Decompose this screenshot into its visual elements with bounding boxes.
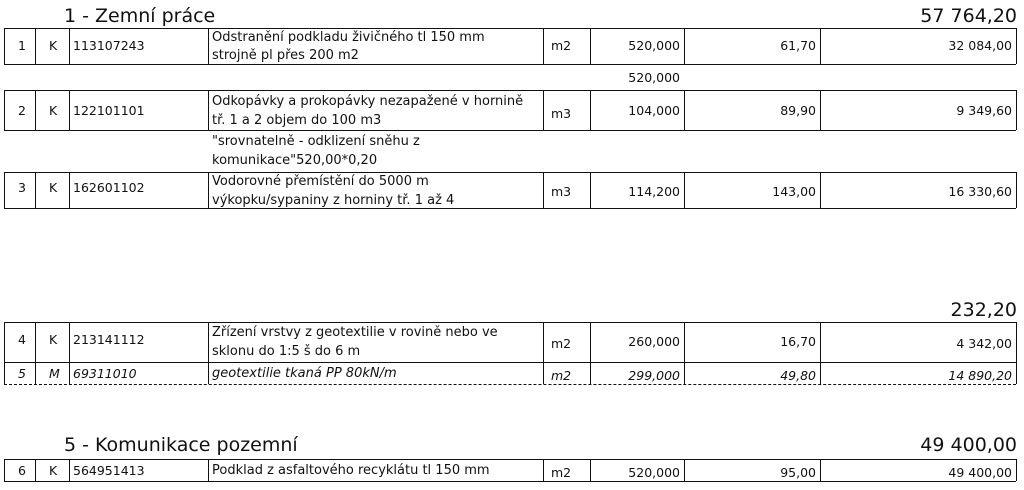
section-5-title: 5 - Komunikace pozemní — [64, 434, 298, 456]
row-4-unit: m2 — [551, 336, 572, 351]
row-5-bottom-border — [4, 384, 1016, 385]
row-4-border-unit — [590, 322, 591, 362]
row-2-border-unit — [590, 90, 591, 130]
row-3-desc-line1: Vodorovné přemístění do 5000 m — [212, 174, 429, 189]
row-3-type: K — [49, 180, 58, 195]
row-2-border-no — [35, 90, 36, 130]
row-1-border-price — [820, 28, 821, 64]
row-5-type: M — [49, 366, 60, 381]
row-6-border-code — [208, 459, 209, 481]
row-6-border-qty — [684, 459, 685, 481]
row-4-border-type — [69, 322, 70, 362]
section-5-total: 49 400,00 — [920, 434, 1017, 456]
row-1-total: 32 084,00 — [948, 38, 1012, 53]
row-5-total: 14 890,20 — [948, 368, 1012, 383]
row-2-total: 9 349,60 — [956, 103, 1012, 118]
row-5-unit-price: 49,80 — [780, 368, 816, 383]
row-4-border-qty — [684, 322, 685, 362]
row-1-type: K — [49, 38, 58, 53]
row-1-border-desc — [543, 28, 544, 64]
row-6-border-price — [820, 459, 821, 481]
row-4-border-desc — [543, 322, 544, 362]
row-6-code: 564951413 — [73, 463, 145, 478]
row-3-border-price — [820, 172, 821, 208]
row-2-bottom-border — [4, 130, 1016, 131]
row-4-border-price — [820, 322, 821, 362]
row-6-border-no — [35, 459, 36, 481]
row-4-total: 4 342,00 — [956, 336, 1012, 351]
row-5-border-code — [208, 362, 209, 384]
row-1-top-border — [4, 28, 1016, 29]
row-2-note-line2: komunikace"520,00*0,20 — [212, 153, 378, 168]
row-2-number: 2 — [18, 103, 26, 118]
row-5-border-price — [820, 362, 821, 384]
row-1-desc-line2: strojně pl přes 200 m2 — [212, 48, 359, 63]
row-5-border-unit — [590, 362, 591, 384]
row-4-type: K — [49, 332, 58, 347]
row-3-border-right — [1016, 172, 1017, 208]
row-2-top-border — [4, 90, 1016, 91]
row-3-border-desc — [543, 172, 544, 208]
row-4-quantity: 260,000 — [628, 334, 680, 349]
row-3-code: 162601102 — [73, 180, 145, 195]
row-1-border-left — [4, 28, 5, 64]
row-3-border-type — [69, 172, 70, 208]
row-6-border-desc — [543, 459, 544, 481]
row-1-unit: m2 — [551, 38, 572, 53]
row-6-unit-price: 95,00 — [780, 465, 816, 480]
row-4-desc-line2: sklonu do 1:5 š do 6 m — [212, 344, 361, 359]
row-6-border-unit — [590, 459, 591, 481]
row-1-border-qty — [684, 28, 685, 64]
row-4-top-border — [4, 322, 1016, 323]
row-6-border-left — [4, 459, 5, 481]
row-2-border-right — [1016, 90, 1017, 130]
row-6-unit: m2 — [551, 465, 572, 480]
row-1-border-unit — [590, 28, 591, 64]
calc-quantity: 520,000 — [628, 70, 680, 85]
row-3-quantity: 114,200 — [628, 184, 680, 199]
row-5-desc-line1: geotextilie tkaná PP 80kN/m — [212, 366, 397, 381]
row-3-number: 3 — [18, 180, 26, 195]
row-3-border-code — [208, 172, 209, 208]
row-5-code: 69311010 — [73, 366, 137, 381]
row-3-border-unit — [590, 172, 591, 208]
row-2-border-code — [208, 90, 209, 130]
row-4-border-no — [35, 322, 36, 362]
section-1-total: 57 764,20 — [920, 5, 1017, 27]
row-2-border-desc — [543, 90, 544, 130]
row-4-border-code — [208, 322, 209, 362]
row-4-unit-price: 16,70 — [780, 334, 816, 349]
row-3-top-border — [4, 172, 1016, 173]
row-6-desc-line1: Podklad z asfaltového recyklátu tl 150 mm — [212, 463, 490, 478]
row-2-quantity: 104,000 — [628, 103, 680, 118]
row-4-number: 4 — [18, 332, 26, 347]
row-1-desc-line1: Odstranění podkladu živičného tl 150 mm — [212, 30, 485, 45]
row-5-border-type — [69, 362, 70, 384]
row-2-border-left — [4, 90, 5, 130]
row-6-top-border — [4, 459, 1016, 460]
row-5-border-left — [4, 362, 5, 384]
row-5-border-right — [1016, 362, 1017, 384]
row-5-border-qty — [684, 362, 685, 384]
row-4-border-right — [1016, 322, 1017, 362]
row-3-border-no — [35, 172, 36, 208]
section-2-subtotal: 232,20 — [950, 299, 1017, 321]
row-3-unit: m3 — [551, 184, 572, 199]
row-3-bottom-border — [4, 208, 1016, 209]
row-2-border-price — [820, 90, 821, 130]
row-3-border-left — [4, 172, 5, 208]
row-4-border-left — [4, 322, 5, 362]
row-2-unit-price: 89,90 — [780, 103, 816, 118]
row-5-border-no — [35, 362, 36, 384]
row-6-quantity: 520,000 — [628, 465, 680, 480]
row-3-desc-line2: výkopku/sypaniny z horniny tř. 1 až 4 — [212, 193, 455, 208]
row-2-code: 122101101 — [73, 103, 145, 118]
row-2-border-type — [69, 90, 70, 130]
row-1-code: 113107243 — [73, 38, 145, 53]
section-1-title: 1 - Zemní práce — [64, 5, 216, 27]
row-4-code: 213141112 — [73, 332, 145, 347]
row-5-quantity: 299,000 — [628, 368, 680, 383]
row-2-border-qty — [684, 90, 685, 130]
row-2-desc-line1: Odkopávky a prokopávky nezapažené v hornině — [212, 94, 524, 109]
row-1-border-type — [69, 28, 70, 64]
row-5-unit: m2 — [551, 368, 572, 383]
row-4-bottom-border — [4, 362, 1016, 363]
row-6-type: K — [49, 463, 58, 478]
row-6-total: 49 400,00 — [948, 465, 1012, 480]
row-2-type: K — [49, 103, 58, 118]
row-6-border-right — [1016, 459, 1017, 481]
row-5-number: 5 — [18, 366, 26, 381]
row-3-border-qty — [684, 172, 685, 208]
row-2-unit: m3 — [551, 106, 572, 121]
row-1-border-code — [208, 28, 209, 64]
row-1-unit-price: 61,70 — [780, 38, 816, 53]
row-2-note-line1: "srovnatelně - odklizení sněhu z — [212, 134, 420, 149]
row-4-desc-line1: Zřízení vrstvy z geotextilie v rovině nebo ve — [212, 325, 498, 340]
row-3-unit-price: 143,00 — [772, 184, 816, 199]
row-1-number: 1 — [18, 38, 26, 53]
row-1-quantity: 520,000 — [628, 38, 680, 53]
row-1-border-no — [35, 28, 36, 64]
row-6-number: 6 — [18, 463, 26, 478]
row-3-total: 16 330,60 — [948, 184, 1012, 199]
row-1-bottom-border — [4, 64, 1016, 65]
row-6-bottom-border — [4, 481, 1016, 482]
row-2-desc-line2: tř. 1 a 2 objem do 100 m3 — [212, 113, 382, 128]
row-1-border-right — [1016, 28, 1017, 64]
row-6-border-type — [69, 459, 70, 481]
row-5-border-desc — [543, 362, 544, 384]
